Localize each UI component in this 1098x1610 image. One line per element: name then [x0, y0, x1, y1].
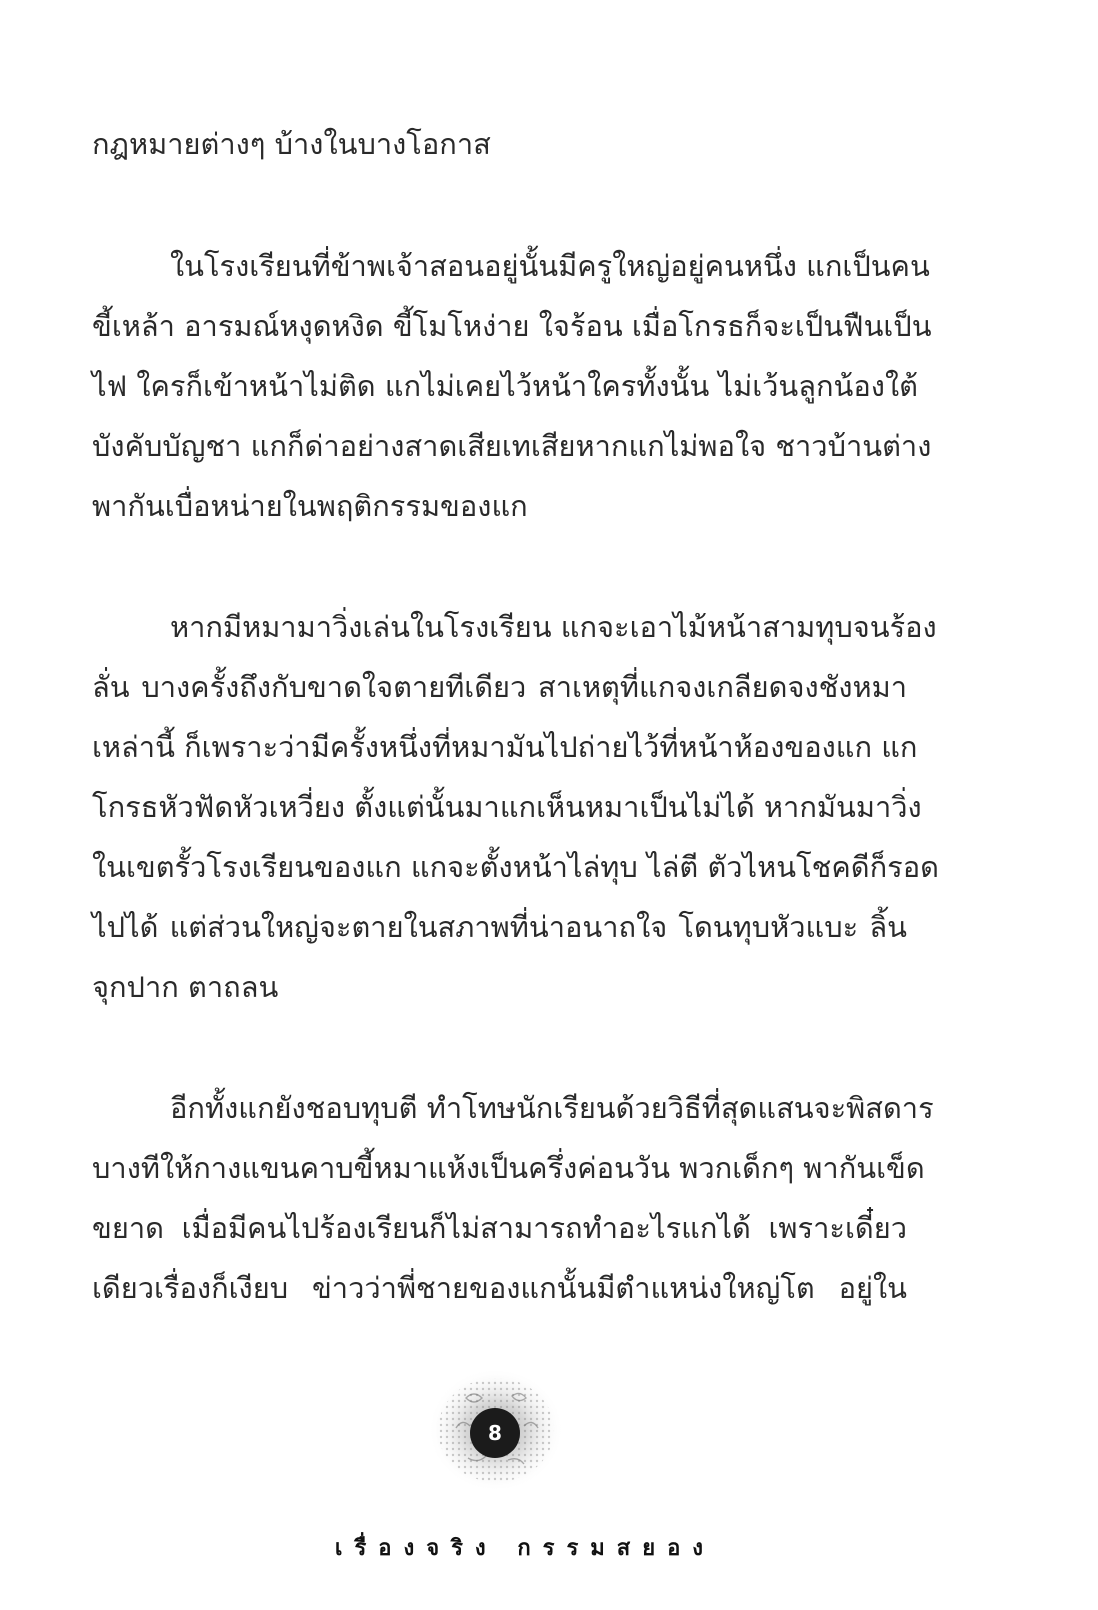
text-line-6: พากันเบื่อหน่ายในพฤติกรรมของแก [92, 489, 528, 523]
text-line-15: บางทีให้กางแขนคาบขี้หมาแห้งเป็นครึ่งค่อนวัน พวกเด็กๆ พากันเข็ด [92, 1151, 925, 1185]
text-line-13: จุกปาก ตาถลน [92, 970, 279, 1004]
text-line-1: กฎหมายต่างๆ บ้างในบางโอกาส [92, 127, 491, 161]
text-line-11: ในเขตรั้วโรงเรียนของแก แกจะตั้งหน้าไล่ทุบ ไล่ตี ตัวไหนโชคดีก็รอด [92, 850, 939, 884]
running-footer-title: เรื่องจริง กรรมสยอง [334, 1535, 716, 1561]
text-line-17: เดียวเรื่องก็เงียบ ข่าวว่าพี่ชายของแกนั้นมีตำแหน่งใหญ่โต อยู่ใน [92, 1271, 907, 1305]
text-line-14: อีกทั้งแกยังชอบทุบตี ทำโทษนักเรียนด้วยวิธีที่สุดแสนจะพิสดาร [170, 1091, 934, 1125]
text-line-16: ขยาด เมื่อมีคนไปร้องเรียนก็ไม่สามารถทำอะไรแกได้ เพราะเดี๋ยว [92, 1211, 907, 1245]
text-line-12: ไปได้ แต่ส่วนใหญ่จะตายในสภาพที่น่าอนาถใจ โดนทุบหัวแบะ ลิ้น [92, 910, 907, 944]
text-line-5: บังคับบัญชา แกก็ด่าอย่างสาดเสียเทเสียหากแกไม่พอใจ ชาวบ้านต่าง [92, 429, 932, 463]
text-line-2: ในโรงเรียนที่ข้าพเจ้าสอนอยู่นั้นมีครูใหญ่อยู่คนหนึ่ง แกเป็นคน [170, 249, 930, 283]
text-line-3: ขี้เหล้า อารมณ์หงุดหงิด ขี้โมโหง่าย ใจร้อน เมื่อโกรธก็จะเป็นฟืนเป็น [92, 309, 932, 343]
text-line-4: ไฟ ใครก็เข้าหน้าไม่ติด แกไม่เคยไว้หน้าใครทั้งนั้น ไม่เว้นลูกน้องใต้ [92, 369, 918, 403]
text-line-9: เหล่านี้ ก็เพราะว่ามีครั้งหนึ่งที่หมามันไปถ่ายไว้ที่หน้าห้องของแก แก [92, 730, 918, 764]
text-line-7: หากมีหมามาวิ่งเล่นในโรงเรียน แกจะเอาไม้หน้าสามทุบจนร้อง [170, 610, 937, 644]
text-line-8: ลั่น บางครั้งถึงกับขาดใจตายทีเดียว สาเหตุที่แกจงเกลียดจงชังหมา [92, 670, 907, 704]
page-number: 8 [470, 1408, 520, 1458]
text-line-10: โกรธหัวฟัดหัวเหวี่ยง ตั้งแต่นั้นมาแกเห็นหมาเป็นไม่ได้ หากมันมาวิ่ง [92, 790, 922, 824]
